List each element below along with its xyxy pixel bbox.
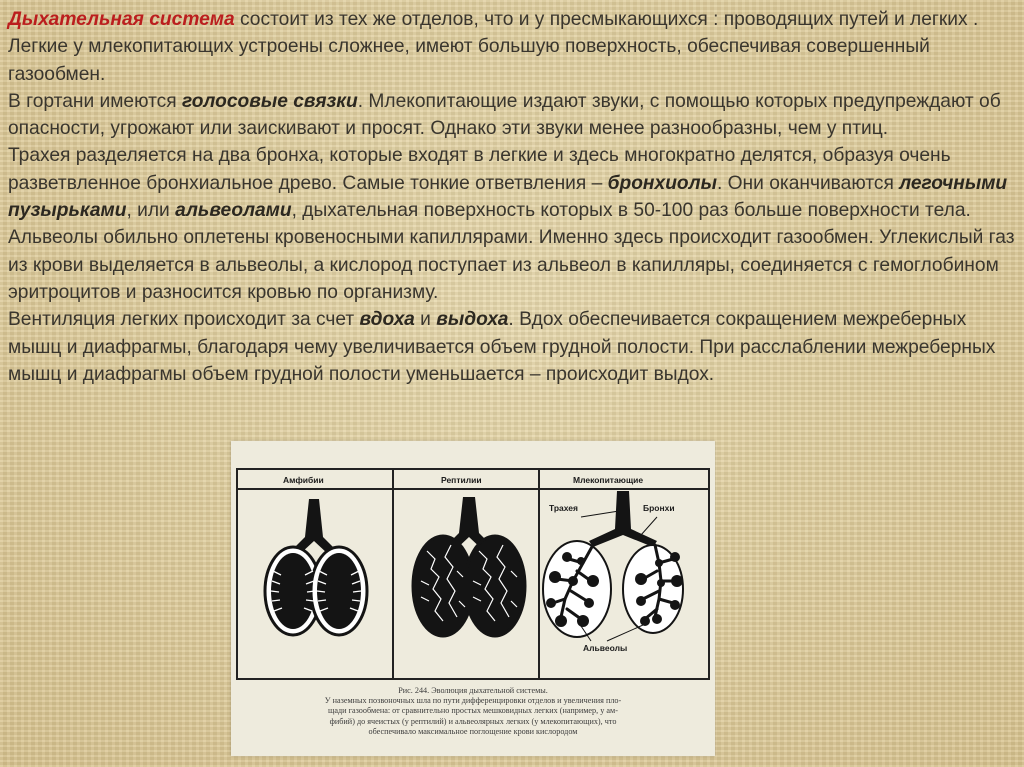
text-span: . Млекопитающие издают звуки, с помощью которых предупреждают об опасности, угрожают или заискивают и просят. Однако эти звуки менее разнообразны, чем у птиц. xyxy=(8,90,1001,140)
paragraph-larynx xyxy=(8,88,1018,143)
mammal-lungs xyxy=(543,491,683,641)
paragraph-ventilation xyxy=(8,306,1018,388)
paragraph-trachea xyxy=(8,142,1018,306)
caption-line: щади газообмена: от сравнительно простых мешковидных легких (например, у ам- xyxy=(328,706,618,716)
term-vocal-cords: голосовые связки xyxy=(181,90,358,112)
paragraph-respiratory-system xyxy=(8,6,1018,88)
panel-label-reptiles: Рептилии xyxy=(441,475,482,485)
term-alveoli: альвеолами xyxy=(175,200,292,222)
caption-line: Рис. 244. Эволюция дыхательной системы. xyxy=(398,686,548,695)
figure-respiratory-evolution xyxy=(231,441,715,756)
text-span: Вентиляция легких происходит за счет xyxy=(8,309,360,331)
body-text xyxy=(8,6,1018,388)
term-bronchioles: бронхиолы xyxy=(607,172,717,194)
text-span: , дыхательная поверхность которых в 50-100 раз больше поверхности тела. Альвеолы обильно оплетены кровеносными капиллярами. Именно здесь происходит газообмен. Углекислый газ из крови выделяется в альвеолы, а кислород поступает из альвеол в капилляры, соединяется с гемоглобином эритроцитов и разносится кровью по организму. xyxy=(8,200,1015,303)
term-lung-vesicles: легочными пузырьками xyxy=(8,172,1008,222)
text-span: . Вдох обеспечивается сокращением межреберных мышц и диафрагмы, благодаря чему увеличивается объем грудной полости. При расслаблении межреберных мышц и диафрагмы объем грудной полости уменьшается – происходит выдох. xyxy=(8,309,996,385)
text-span: , или xyxy=(126,200,176,222)
caption-line: У наземных позвоночных шла по пути дифференцировки отделов и увеличения пло- xyxy=(324,696,622,706)
text-span: . Они оканчиваются xyxy=(716,172,900,194)
label-trachea: Трахея xyxy=(549,503,578,513)
label-bronchi: Бронхи xyxy=(643,503,675,513)
label-alveoli: Альвеолы xyxy=(583,643,628,653)
text-span: Трахея разделяется на два бронха, которые входят в легкие и здесь многократно делятся, образуя очень разветвленное бронхиальное древо. Самые тонкие ответвления – xyxy=(8,145,951,194)
text-span: В гортани имеются xyxy=(8,90,182,112)
figure-caption xyxy=(231,686,715,737)
panel-label-amphibians: Амфибии xyxy=(283,475,324,485)
caption-line: фибий) до ячеистых (у рептилий) и альвеолярных легких (у млекопитающих), что xyxy=(329,716,617,726)
amphibian-lungs xyxy=(265,499,367,635)
term-respiratory-system: Дыхательная система xyxy=(8,9,235,30)
text-span: и xyxy=(414,309,437,331)
reptile-lungs xyxy=(413,497,525,636)
text-span: состоит из тех же отделов, что и у пресмыкающихся : проводящих путей и легких . Легкие у млекопитающих устроены сложнее, имеют большую поверхность, обеспечивая совершенный газообмен. xyxy=(8,9,979,85)
term-exhale: выдоха xyxy=(436,309,509,331)
caption-line: обеспечивало максимальное поглощение крови кислородом xyxy=(368,726,578,736)
term-inhale: вдоха xyxy=(359,309,415,331)
panel-label-mammals: Млекопитающие xyxy=(573,475,644,485)
